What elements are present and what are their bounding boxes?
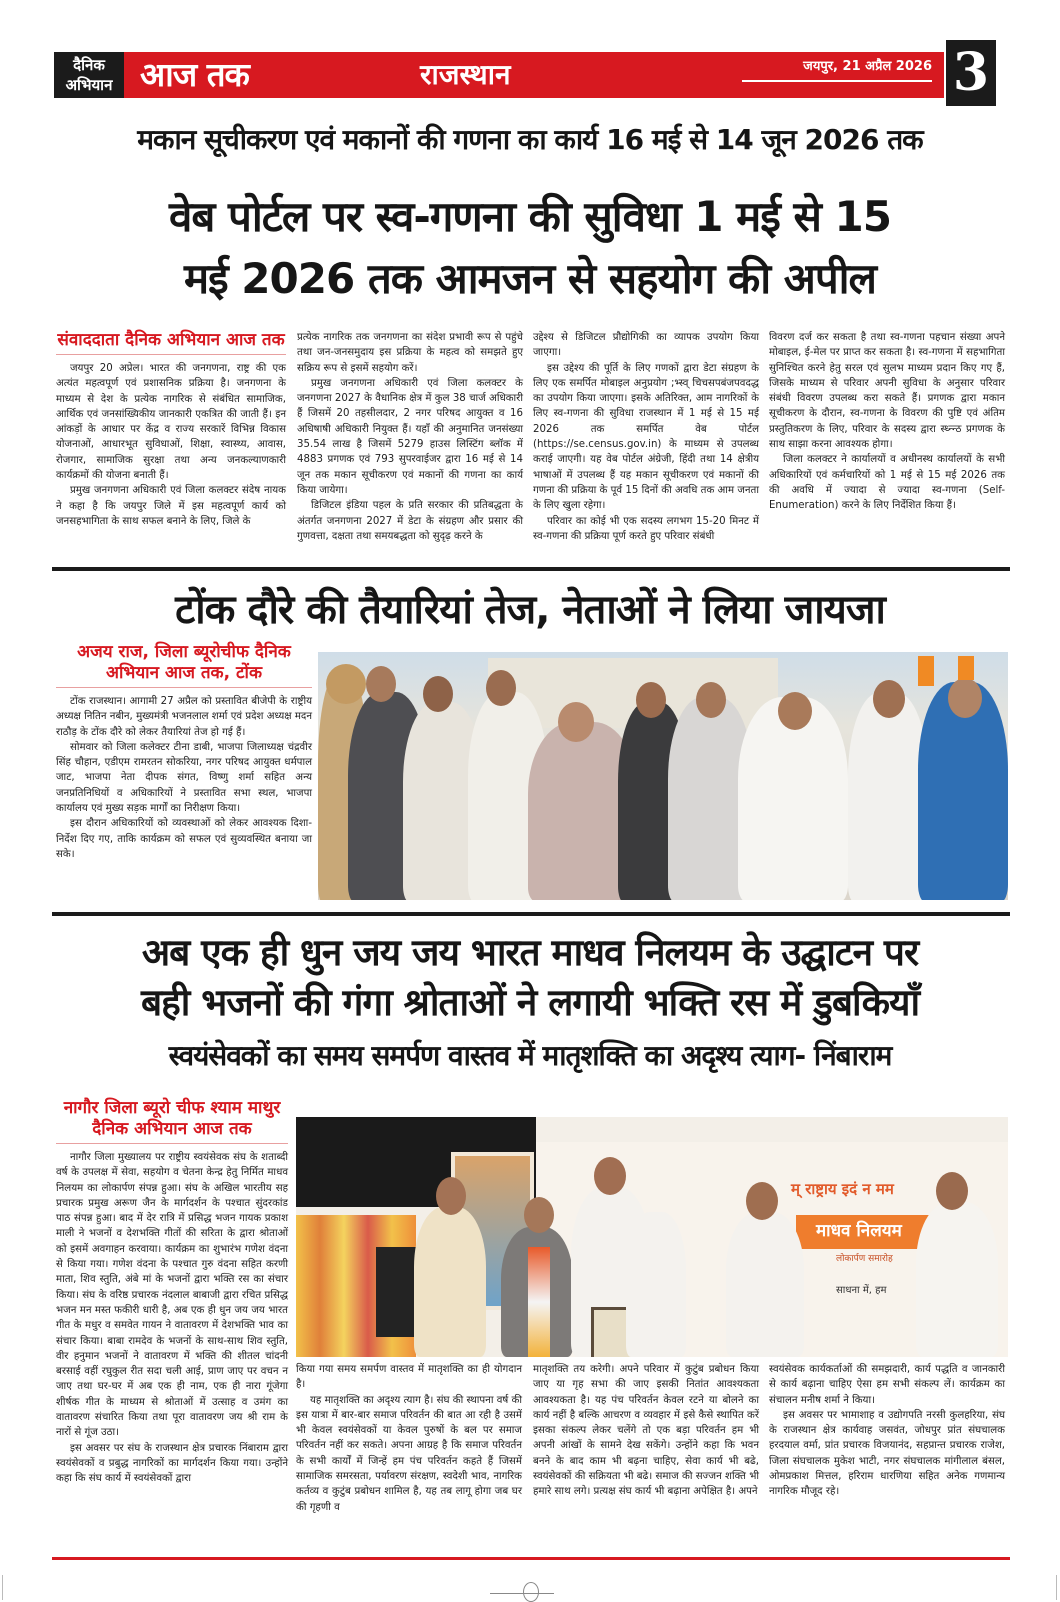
census-col1-para: प्रमुख जनगणना अधिकारी एवं जिला कलक्टर संदेष नायक ने कहा है कि जयपुर जिले में इस महत्वपूर्ण कार्य को जनसहभागिता के साथ सफल बनाने के लिए, जिले के — [56, 485, 286, 527]
tonk-headline: टोंक दौरे की तैयारियां तेज, नेताओं ने लिया जायजा — [175, 587, 885, 633]
photo-person — [414, 1207, 486, 1357]
census-col2-para: प्रमुख जनगणना अधिकारी एवं जिला कलक्टर के जनगणना 2027 के वैधानिक क्षेत्र में कुल 38 चार्ज अधिकारी हैं जिसमें 20 तहसीलदार, 2 नगर परिषद आयुक्त व 16 अधिषाषी अधिकारी नियुक्त हैं। यहाँ की अनुमानित जनसंख्या 35.54 लाख है जिसमें 5279 हाउस लिस्टिंग ब्लॉक में 4883 प्रगणक एवं 793 सुपरवाईजर द्वारा 16 मई से 14 जून तक मकान सूचीकरण एवं मकानों की गणना का कार्य किया जायेगा। — [297, 377, 523, 496]
census-column-2 — [297, 330, 523, 544]
tonk-photo — [318, 652, 1008, 900]
nagaur-col3-para: मातृशक्ति तय करेगी। अपने परिवार में कुटुंब प्रबोधन किया जाए या गृह सभा की जाए इसकी नितांत आवश्यकता आवश्यकता है। यह पंच परिवर्तन केवल रटने या बोलने का कार्य नहीं है बल्कि आचरण व व्यवहार में इसे कैसे स्थापित करें इसका संकल्प लेकर चलेंगे तो एक बड़ा परिवर्तन हम भी अपनी आंखों के सामने देख सकेंगे। उन्होंने कहा कि भवन बनने के बाद काम भी बढ़ना चाहिए, सेवा कार्य भी बढे, स्वयंसेवकों की सक्रियता भी बढे। समाज की सज्जन शक्ति भी हमारे साथ लगे। प्रत्यक्ष संघ कार्य भी बढ़ाना अपेक्षित है। अपने — [533, 1364, 759, 1498]
photo-cap — [326, 664, 366, 704]
tonk-para: सोमवार को जिला कलेक्टर टीना डाबी, भाजपा जिलाध्यक्ष चंद्रवीर सिंह चौहान, एडीएम रामरतन सोकरिया, नगर परिषद आयुक्त धर्मपाल जाट, भाजपा नेता दीपक संगत, विष्णु शर्मा सहित अन्य जनप्रतिनिधियों व अधिकारियों ने प्रस्तावित सभा स्थल, भाजपा कार्यालय एवं मुख्य सड़क मार्गों का निरीक्षण किया। — [56, 741, 312, 815]
nagaur-col1-para: इस अवसर पर संघ के राजस्थान क्षेत्र प्रचारक निंबाराम द्वारा स्वयंसेवकों व प्रबुद्ध नागरिकों का मार्गदर्शन किया गया। उन्होंने कहा कि संघ कार्य में स्वयंसेवकों द्वारा — [56, 1442, 288, 1485]
nagaur-photo — [296, 1117, 1008, 1357]
census-byline: संवाददाता दैनिक अभियान आज तक — [56, 330, 286, 355]
photo-face — [746, 1182, 778, 1220]
nagaur-subheadline: स्वयंसेवकों का समय समर्पण वास्तव में मातृशक्ति का अदृश्य त्याग- निंबाराम — [168, 1039, 892, 1072]
brand-line-1: दैनिक — [73, 56, 105, 74]
dateline: जयपुर, 21 अप्रैल 2026 — [803, 59, 932, 74]
nagaur-headline-line-1: अब एक ही धुन जय जय भारत माधव निलयम के उद्घाटन पर — [141, 931, 919, 974]
crop-mark — [2, 1575, 3, 1600]
census-col4-para: जिला कलक्टर ने कार्यालयों व अधीनस्थ कार्यालयों के सभी अधिकारियों एवं कर्मचारियों को 1 मई से 15 मई 2026 तक की अवधि में ज्यादा से ज्यादा स्व-गणना (Self-Enumeration) करने के लिए निर्देशित किया हैं। — [769, 454, 1005, 512]
nagaur-col4-para: स्वयंसेवक कार्यकर्ताओं की समझदारी, कार्य पद्धति व जानकारी से कार्य बढ़ाना चाहिए ऐसा हम सभी संकल्प लें। कार्यक्रम का संचालन मनीष शर्मा ने किया। — [769, 1364, 1005, 1406]
census-column-4 — [769, 330, 1005, 514]
photo-face — [778, 692, 812, 730]
photo-person — [626, 1212, 686, 1357]
photo-person — [726, 1212, 804, 1357]
photo-person — [848, 692, 928, 900]
section-divider — [52, 912, 1010, 916]
photo-face — [524, 1197, 554, 1233]
photo-speaker — [376, 1247, 416, 1337]
crop-mark — [1056, 1575, 1057, 1600]
photo-face — [436, 1177, 466, 1215]
photo-scarf — [528, 1247, 550, 1357]
tonk-para: इस दौरान अधिकारियों को व्यवस्थाओं को लेकर आवश्यक दिशा-निर्देश दिए गए, ताकि कार्यक्रम को सफल एवं सुव्यवस्थित बनाया जा सके। — [56, 818, 312, 860]
nagaur-headline-line-2: बही भजनों की गंगा श्रोताओं ने लगायी भक्ति रस में डुबकियाँ — [140, 981, 920, 1024]
registration-line — [490, 1593, 554, 1594]
census-headline-line-2: मई 2026 तक आमजन से सहयोग की अपील — [183, 254, 877, 303]
census-headline-line-1: वेब पोर्टल पर स्व-गणना की सुविधा 1 मई से 15 — [169, 192, 891, 241]
census-col3-para: उद्देश्य से डिजिटल प्रौद्योगिकी का व्यापक उपयोग किया जाएगा। — [533, 332, 759, 359]
census-col2-para: डिजिटल इंडिया पहल के प्रति सरकार की प्रतिबद्धता के अंतर्गत जनगणना 2027 में डेटा के संग्रहण और प्रसार की गुणवत्ता, दक्षता तथा समयबद्धता को सुदृढ़ करने के — [297, 500, 523, 542]
photo-face — [636, 682, 666, 718]
photo-face — [423, 676, 453, 712]
brand-box — [54, 52, 124, 98]
photo-face — [558, 702, 594, 742]
banner-text-2: माधव निलयम — [816, 1221, 902, 1241]
photo-person — [916, 1202, 998, 1357]
census-kicker: मकान सूचीकरण एवं मकानों की गणना का कार्य 16 मई से 14 जून 2026 तक — [137, 123, 923, 156]
page-number: 3 — [946, 40, 996, 106]
tonk-byline: अजय राज, जिला ब्यूरोचीफ दैनिक अभियान आज तक, टोंक — [56, 642, 312, 688]
census-col2-para: प्रत्येक नागरिक तक जनगणना का संदेश प्रभावी रूप से पहुंचे तथा जन-जनसमुदाय इस प्रक्रिया के महत्व को समझते हुए सक्रिय रूप से इसमें सहयोग करें। — [297, 332, 523, 374]
nagaur-column-3 — [533, 1362, 759, 1500]
photo-face — [366, 666, 396, 702]
nagaur-headline — [50, 928, 1010, 1028]
brand-line-2: अभियान — [65, 76, 113, 94]
photo-face — [948, 678, 982, 718]
photo-flag — [958, 656, 974, 680]
nagaur-col2-para: यह मातृशक्ति का अदृश्य त्याग है। संघ की स्थापना वर्ष की इस यात्रा में बार-बार समाज परिवर्तन की बात आ रही है उसमें भी केवल स्वयंसेवकों या केवल पुरुषों के बल पर समाज परिवर्तन नहीं कर सकते। अपना आग्रह है कि समाज परिवर्तन के सभी कार्यों में जिन्हें हम पंच परिवर्तन कहते हैं जिसमें सामाजिक समरसता, पर्यावरण संरक्षण, स्वदेशी भाव, नागरिक कर्तव्य व कुटुंब प्रबोधन शामिल है, यह तब लागू होगा जब घर की गृहणी व — [296, 1394, 522, 1513]
banner-text-3: लोकार्पण समारोह — [836, 1254, 893, 1264]
dateline-rule — [742, 80, 932, 82]
nagaur-column-1 — [56, 1098, 288, 1487]
photo-face — [936, 1172, 968, 1210]
photo-face — [594, 1157, 626, 1195]
nagaur-col4-para: इस अवसर पर भामाशाह व उद्योगपति नरसी कुलहरिया, संघ के राजस्थान क्षेत्र कार्यवाह जसवंत, जोधपुर प्रांत संघचालक हरदयाल वर्मा, प्रांत प्रचारक विजयानंद, सहप्रान्त प्रचारक राजेश, जिला संघचालक मुकेश भाटी, नगर संघचालक मांगीलाल बंसल, ओमप्रकाश मित्तल, हरिराम धारणिया सहित अनेक गणमान्य नागरिक मौजूद रहे। — [769, 1409, 1005, 1498]
banner-text-4: साधना में, हम — [836, 1285, 887, 1296]
section-title: राजस्थान — [420, 58, 511, 91]
photo-flag — [918, 656, 934, 686]
section-divider — [52, 567, 1010, 571]
nagaur-col1-para: नागौर जिला मुख्यालय पर राष्ट्रीय स्वयंसेवक संघ के शताब्दी वर्ष के उपलक्ष में सेवा, सहयोग व चेतना केन्द्र हेतु निर्मित माधव निलयम का लोकार्पण संपन्न हुआ। संघ के अखिल भारतीय सह प्रचारक प्रमुख अरूण जैन के मार्गदर्शन के पश्चात सुंदरकांड पाठ संपन्न हुआ। बाद में देर रात्रि में प्रसिद्ध भजन गायक प्रकाश माली ने भजनों व देशभक्ति गीतों की सरिता के द्वारा श्रोताओं को इसमें अवगाहन करवाया। कार्यक्रम का शुभारंभ गणेश वंदना से किया गया। गणेश वंदना के पश्चात गुरु वंदना सहित करणी माता, शिव स्तुति, अंबे मां के भजनों द्वारा भक्ति रस का संचार किया। संघ के वरिष्ठ प्रचारक नंदलाल बाबाजी द्वारा रचित प्रसिद्ध भजन मन मस्त फकीरी धारी है, अब एक ही धुन जय जय भारत गीत के मधुर व समवेत गायन ने वातावरण में देशभक्ति भाव का संचार किया। बाबा रामदेव के भजनों के साथ-साथ शिव स्तुति, वीर हनुमान भजनों ने वातावरण में भक्ति की शीतल चांदनी बरसाई वहीं रघुकुल रीत सदा चली आई, प्राण जाए पर वचन न जाए तथा घर-घर में अब एक ही नाम, एक ही नारा गूंजेगा शीर्षक गीत के माध्यम से श्रोताओं में उत्साह व उमंग का वातावरण संचारित किया तथा पूरा वातावरण जय श्री राम के नारों से गूंज उठा। — [56, 1152, 288, 1439]
census-headline — [50, 186, 1010, 310]
brand-name: आज तक — [140, 55, 249, 94]
census-column-3 — [533, 330, 759, 544]
footer-rule — [52, 1557, 1010, 1560]
tonk-para: टोंक राजस्थान। आगामी 27 अप्रैल को प्रस्तावित बीजेपी के राष्ट्रीय अध्यक्ष नितिन नबीन, मुख्यमंत्री भजनलाल शर्मा एवं प्रदेश अध्यक्ष मदन राठौड़ के टोंक दौरे को लेकर तैयारियां तेज हो गई हैं। — [56, 696, 312, 738]
census-column-1 — [56, 330, 286, 529]
census-col1-para: जयपुर 20 अप्रेल। भारत की जनगणना, राष्ट्र की एक अत्यंत महत्वपूर्ण एवं प्रशासनिक प्रक्रिया है। जनगणना के माध्यम से देश के प्रत्येक नागरिक से संबंधित सामाजिक, आर्थिक एवं जनसांख्यिकीय जानकारी एकत्रित की जाती हैं। इन आंकड़ों के आधार पर केंद्र व राज्य सरकारें विभिन्न विकास योजनाओं, आधारभूत सुविधाओं, शिक्षा, स्वास्थ्य, आवास, रोजगार, सामाजिक सुरक्षा तथा अन्य जनकल्याणकारी कार्यक्रमों की योजना बनाती हैं। — [56, 363, 286, 482]
banner-text-1: म् राष्ट्राय इदं न मम — [791, 1180, 894, 1198]
photo-person — [726, 1212, 736, 1222]
census-col3-para: परिवार का कोई भी एक सदस्य लगभग 15-20 मिनट में स्व-गणना की प्रक्रिया पूर्ण करते हुए परिवार संबंधी — [533, 515, 759, 542]
photo-face — [696, 682, 726, 718]
nagaur-column-4 — [769, 1362, 1005, 1500]
nagaur-col2-para: किया गया समय समर्पण वास्तव में मातृशक्ति का ही योगदान है। — [296, 1364, 522, 1391]
nagaur-byline: नागौर जिला ब्यूरो चीफ श्याम माथुर दैनिक अभियान आज तक — [56, 1098, 288, 1144]
tonk-column — [56, 642, 312, 862]
photo-face — [486, 670, 516, 706]
nagaur-column-2 — [296, 1362, 522, 1515]
photo-face — [873, 680, 905, 718]
census-col3-para: इस उद्देश्य की पूर्ति के लिए गणकों द्वारा डेटा संग्रहण के लिए एक समर्पित मोबाइल अनुप्रयोग ;भ्स्व् चिचसपबंजपवदद्ध का उपयोग किया जाएगा। इसके अतिरिक्त, आम नागरिकों के लिए स्व-गणना की सुविधा राजस्थान में 1 मई से 15 मई 2026 तक समर्पित वेब पोर्टल (https://se.census.gov.in) के माध्यम से उपलब्ध कराई जाएगी। यह वेब पोर्टल अंग्रेजी, हिंदी तथा 14 क्षेत्रीय भाषाओं में उपलब्ध हैं यह मकान सूचीकरण एवं मकानों की गणना की प्रक्रिया के पूर्व 15 दिनों की अवधि तक आम जनता के लिए खुला रहेगा। — [533, 362, 759, 512]
registration-mark-icon — [523, 1582, 539, 1602]
census-col4-para: विवरण दर्ज कर सकता है तथा स्व-गणना पहचान संख्या अपने मोबाइल, ई-मेल पर प्राप्त कर सकता है। स्व-गणना में सहभागिता सुनिश्चित करने हेतु सरल एवं सुलभ माध्यम प्रदान किए गए हैं, जिसके माध्यम से परिवार अपनी सुविधा के अनुसार परिवार संबंधी विवरण उपलब्ध करा सकते हैं। प्रगणक द्वारा मकान सूचीकरण के दौरान, स्व-गणना के विवरण की पुष्टि एवं अंतिम प्रस्तुतिकरण के लिए, परिवार के सदस्य द्वारा स्ध्न्न्ठ प्रगणक के साथ साझा करना आवश्यक होगा। — [769, 332, 1005, 451]
